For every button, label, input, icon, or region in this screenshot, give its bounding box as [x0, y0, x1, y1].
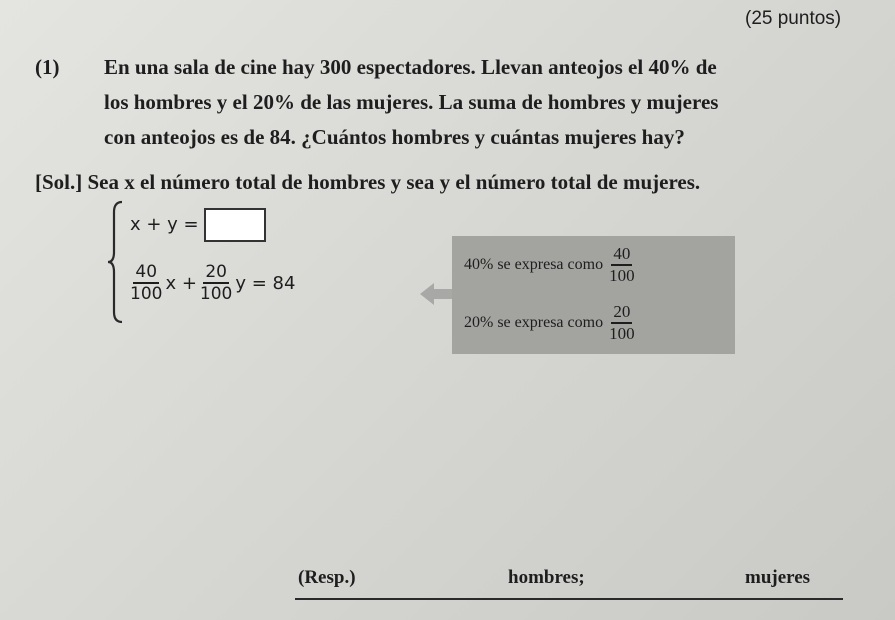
numerator: 20 — [205, 262, 227, 282]
hint-fraction — [609, 302, 635, 344]
equation-1 — [130, 208, 266, 242]
arrow-left-icon — [420, 283, 434, 305]
points-label: (25 puntos) — [745, 8, 842, 29]
denominator: 100 — [609, 324, 635, 343]
numerator: 40 — [135, 262, 158, 282]
numerator: 20 — [611, 302, 632, 324]
denominator: 100 — [130, 284, 163, 304]
problem-line-1: En una sala de cine hay 300 espectadores. Llevan anteojos el 40% de — [104, 55, 717, 79]
hint-row-2 — [464, 302, 635, 344]
problem-number: (1) — [35, 55, 60, 79]
equation-2 — [130, 262, 295, 304]
arrow-tail — [433, 289, 453, 299]
fraction-20-100 — [200, 262, 232, 304]
hint-fraction — [609, 244, 635, 286]
hint-text: 40% se expresa como — [464, 256, 604, 273]
equation-1-text: x + y = — [130, 214, 199, 235]
term-x: x + — [165, 272, 197, 294]
solution-statement: [Sol.] Sea x el número total de hombres y sea y el número total de mujeres. — [35, 170, 701, 194]
problem-line-3: con anteojos es de 84. ¿Cuántos hombres y cuántas mujeres hay? — [104, 125, 685, 149]
answer-men-label: hombres; — [508, 567, 585, 588]
system-brace — [106, 200, 124, 324]
answer-underline — [295, 598, 843, 600]
term-y-equals: y = 84 — [235, 272, 296, 294]
hint-row-1 — [464, 244, 635, 286]
hint-text: 20% se expresa como — [464, 314, 604, 331]
hint-box — [452, 236, 735, 354]
problem-line-2: los hombres y el 20% de las mujeres. La suma de hombres y mujeres — [104, 90, 719, 114]
answer-box[interactable] — [204, 208, 266, 242]
answer-women-label: mujeres — [745, 567, 811, 588]
fraction-40-100 — [130, 262, 162, 304]
numerator: 40 — [611, 244, 632, 266]
denominator: 100 — [609, 266, 635, 285]
answer-label: (Resp.) — [298, 567, 356, 588]
denominator: 100 — [199, 284, 233, 304]
